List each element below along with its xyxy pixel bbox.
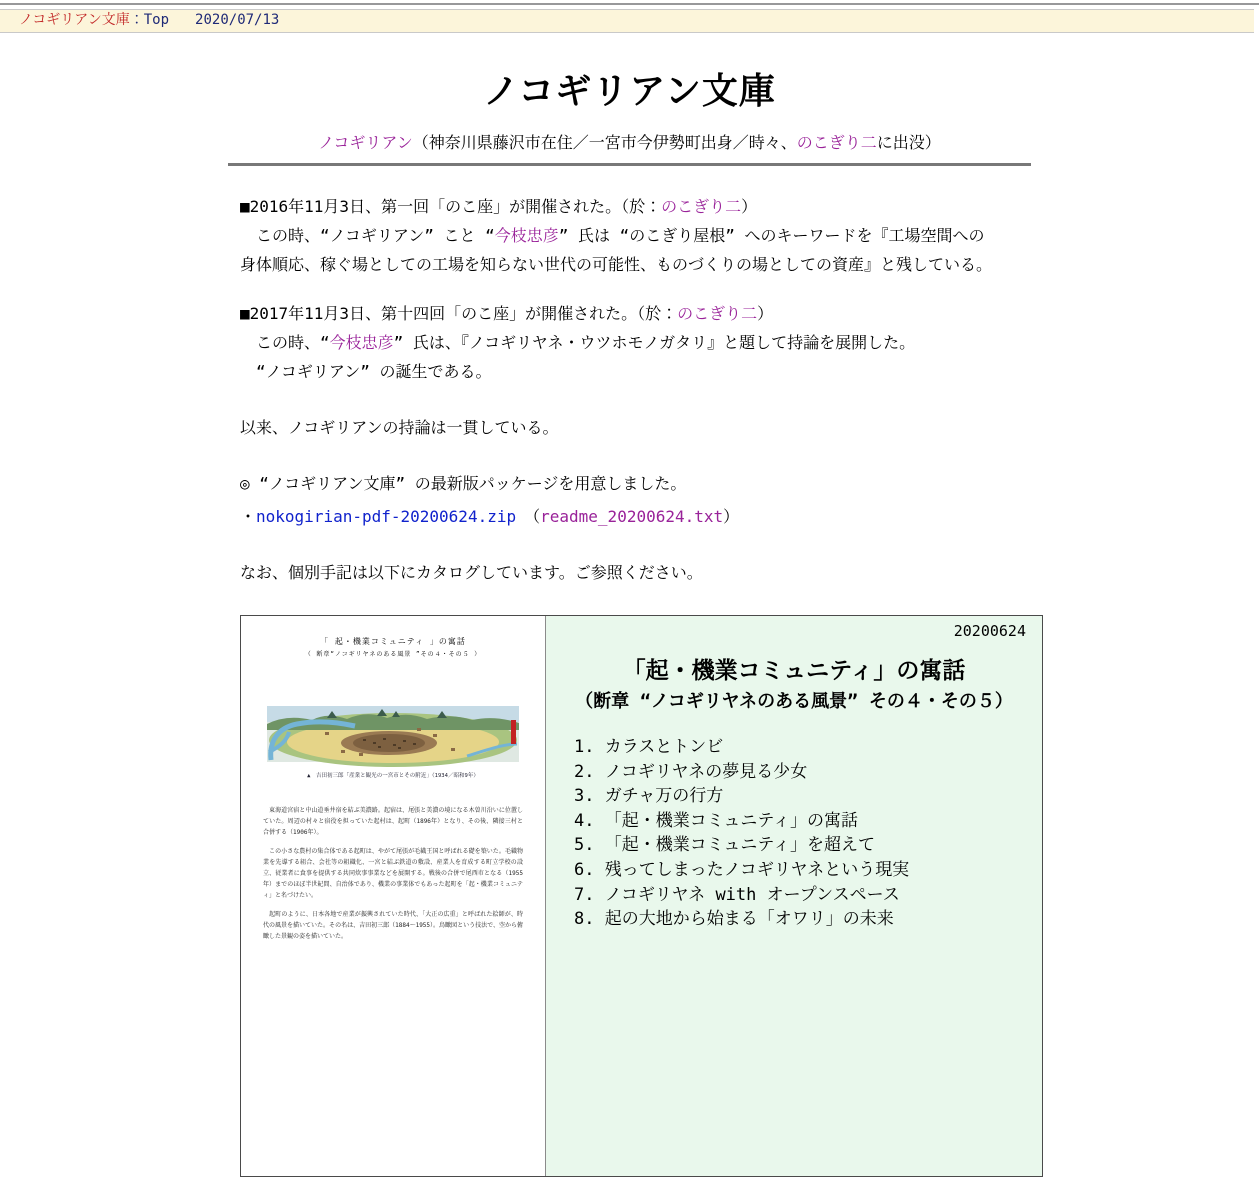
heading-text-end: ） xyxy=(757,304,774,323)
body-text-end: ” 氏は、『ノコギリヤネ・ウツホモノガタリ』と題して持論を展開した。 xyxy=(393,333,916,352)
nokogiri2-link[interactable]: のこぎり二 xyxy=(677,304,758,323)
thumbnail-caption: ▲ 吉田初三郎「産業と観光の一宮市とその附近」（1934／昭和9年） xyxy=(307,772,479,779)
body-text-end: ” 氏は “のこぎり屋根” へのキーワードを『工場空間への身体順応、稼ぐ場としての工場を知らない世代の可能性、ものづくりの場としての資産』と残している。 xyxy=(240,226,993,274)
zip-download-link[interactable]: nokogirian-pdf-20200624.zip xyxy=(256,507,517,526)
chapter-item: ノコギリヤネ with オープンスペース xyxy=(604,884,900,905)
chapter-list xyxy=(560,735,1028,932)
package-intro: ◎ “ノコギリアン文庫” の最新版パッケージを用意しました。 xyxy=(240,474,687,493)
imaeda-link[interactable]: 今枝忠彦 xyxy=(494,226,559,245)
entry-title: 「起・機業コミュニティ」の寓話 xyxy=(622,658,966,684)
subtitle-text: （神奈川県藤沢市在住／一宮市今伊勢町出身／時々、 xyxy=(412,133,797,152)
chapter-item: カラスとトンビ xyxy=(604,737,724,757)
chapter-item: 残ってしまったノコギリヤネという現実 xyxy=(604,859,910,880)
subtitle-text-end: に出没） xyxy=(876,133,941,152)
section-2016-body xyxy=(240,221,997,279)
chapter-item: ガチャ万の行方 xyxy=(604,786,724,807)
heading-text-end: ） xyxy=(741,197,758,216)
bullet: ・ xyxy=(240,507,257,526)
pdf-thumbnail[interactable] xyxy=(241,616,546,1176)
nokogiri2-link[interactable]: のこぎり二 xyxy=(796,133,877,152)
section-2016-heading xyxy=(240,192,997,221)
thumbnail-subtitle: （ 断章“ノコギリヤネのある風景 ”その４・その５ ） xyxy=(304,651,482,658)
catalog-box xyxy=(240,615,1043,1177)
panorama-image xyxy=(267,706,519,762)
paren: ） xyxy=(723,507,740,526)
body-text: この時、“ノコギリアン” こと “ xyxy=(240,226,495,245)
section-2017 xyxy=(240,299,997,386)
body-text: この時、“ xyxy=(240,333,330,352)
subtitle xyxy=(228,130,1031,153)
imaeda-link[interactable]: 今枝忠彦 xyxy=(329,333,394,352)
thumbnail-paragraph: 起町のように、日本各地で産業が振興されていた時代、「大正の広重」と呼ばれた絵師が、時代の風景を描いていた。その名は、吉田初三郎（1884〜1955）。鳥瞰図という技法で、空から俯瞰した景観の姿を描いていた。 xyxy=(263,911,523,940)
since-line: 以来、ノコギリアンの持論は一貫している。 xyxy=(240,418,559,437)
section-2017-heading xyxy=(240,299,997,328)
chapter-item: 「起・機業コミュニティ」を超えて xyxy=(604,835,876,856)
thumbnail-paragraph: 東海道宮宿と中山道垂井宿を結ぶ美濃路。起宿は、尾張と美濃の境になる木曽川沿いに位置していた。周辺の村々と宿役を担っていた起村は、起町（1896年）となり、その後、隣接三村と合併する（1906年）。 xyxy=(263,807,523,836)
catalog-note: なお、個別手記は以下にカタログしています。ご参照ください。 xyxy=(240,563,703,582)
entry-subtitle: （断章 “ノコギリヤネのある風景” その４・その５） xyxy=(575,691,1013,712)
update-date: 2020/07/13 xyxy=(195,12,280,28)
thumbnail-body-text xyxy=(263,805,523,942)
breadcrumb-separator: ： xyxy=(129,12,144,28)
section-2017-body2: “ノコギリアン” の誕生である。 xyxy=(240,362,492,381)
entry-date: 20200624 xyxy=(953,622,1026,640)
catalog-entry xyxy=(546,616,1042,1176)
chapter-item: 「起・機業コミュニティ」の寓話 xyxy=(604,810,859,831)
body-content xyxy=(228,166,1031,1177)
main-column xyxy=(228,63,1031,1177)
top-divider xyxy=(0,3,1259,5)
heading-text: ■2017年11月3日、第十四回「のこ座」が開催された。（於： xyxy=(240,304,678,323)
heading-text: ■2016年11月3日、第一回「のこ座」が開催された。（於： xyxy=(240,197,662,216)
breadcrumb-bar xyxy=(0,9,1254,33)
page-title: ノコギリアン文庫 xyxy=(483,71,776,112)
download-line xyxy=(240,502,997,531)
site-home-link[interactable]: ノコギリアン文庫 xyxy=(19,12,130,28)
thumbnail-title: 「 起・機業コミュニティ 」の寓話 xyxy=(320,637,466,646)
section-2016 xyxy=(240,192,997,279)
chapter-item: 起の大地から始まる「オワリ」の未来 xyxy=(604,909,894,930)
nokogirian-profile-link[interactable]: ノコギリアン xyxy=(318,133,413,152)
paren: （ xyxy=(516,507,541,526)
readme-link[interactable]: readme_20200624.txt xyxy=(540,507,724,526)
chapter-item: ノコギリヤネの夢見る少女 xyxy=(604,761,808,782)
breadcrumb-current-page: Top xyxy=(143,12,170,28)
nokogiri2-link[interactable]: のこぎり二 xyxy=(661,197,742,216)
thumbnail-paragraph: この小さな農村の集合体である起町は、やがて尾張が毛織王国と呼ばれる礎を築いた。毛織物業を先導する組合、会社等の組織化、一宮と結ぶ鉄道の敷設、産業人を育成する町立学校の設立、従業者に食事を提供する共同炊事事業などを展開する。戦後の合併で尾西市となる（1955年）までのほぼ半世紀間、自治体であり、機業の事業体でもあった起町を「起・機業コミュニティ」と名づけたい。 xyxy=(263,848,523,899)
section-2017-body xyxy=(240,328,997,357)
